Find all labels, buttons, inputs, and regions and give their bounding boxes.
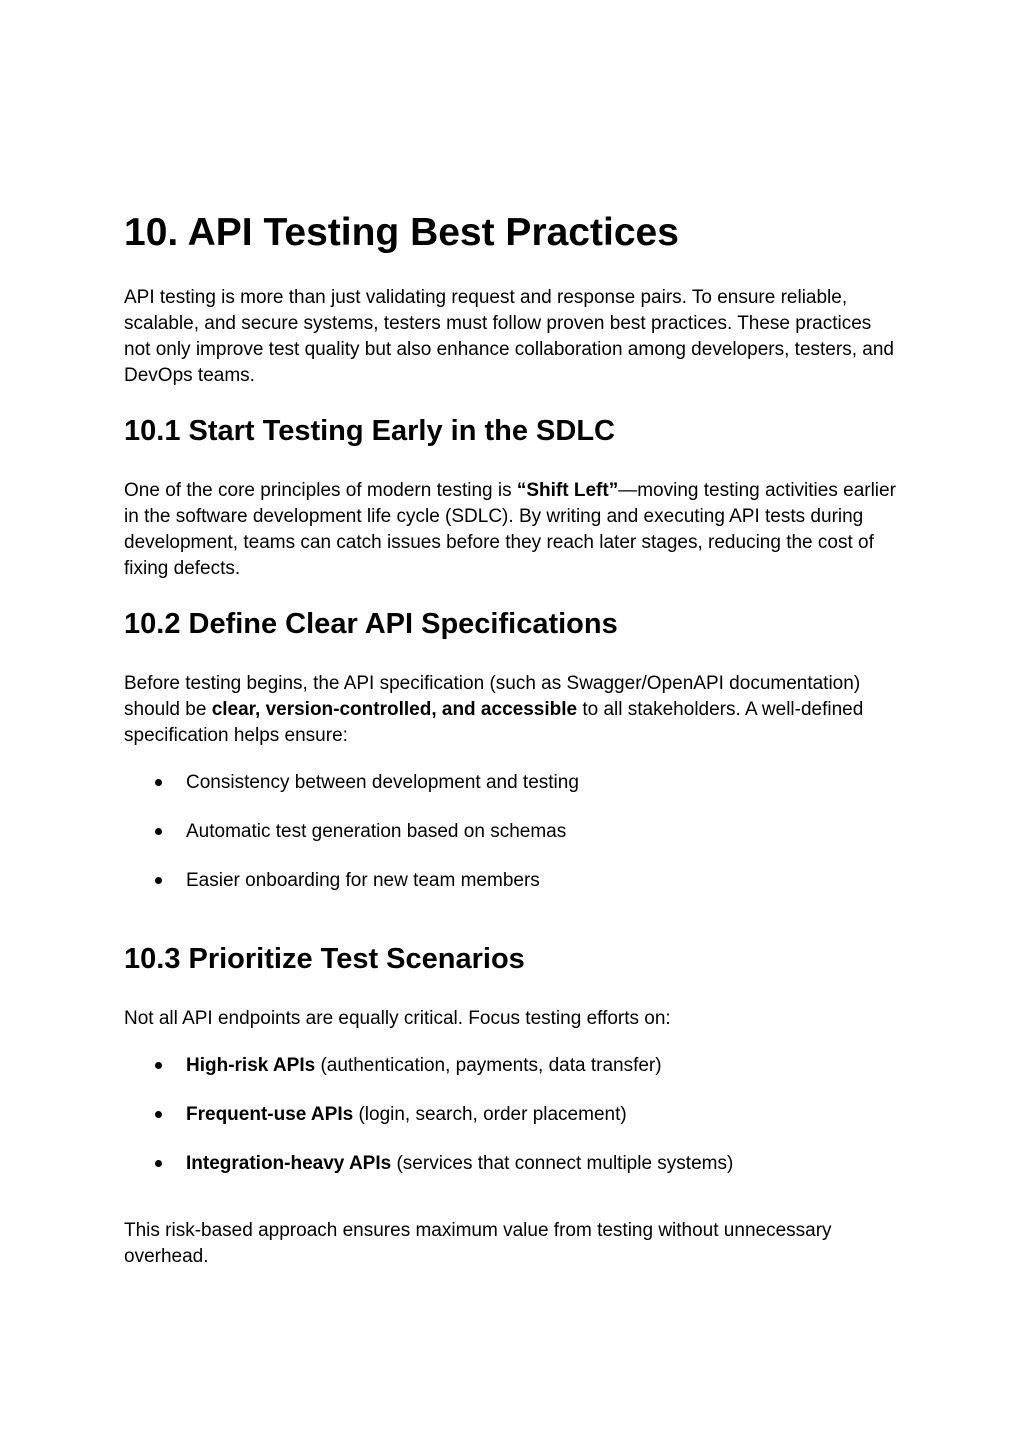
intro-paragraph: API testing is more than just validating request and response pairs. To ensure reliable, scalable, and secure systems, testers must follow proven best practices. These practices not only improve test quality but also enhance collaboration among developers, testers, and DevOps teams. (124, 287, 894, 386)
section-10-2-text-pre: Before testing begins, the API specification (such as Swagger/OpenAPI documentation) should be (124, 673, 861, 720)
section-10-2-text-post: to all stakeholders. A well-defined specification helps ensure: (124, 699, 864, 746)
section-10-2-paragraph (124, 671, 900, 749)
shift-left-bold-text: “Shift Left” (516, 480, 619, 501)
bullet-item (186, 819, 900, 845)
bullet-item (186, 1102, 900, 1128)
bullet-item (186, 1053, 900, 1079)
specification-bold-text: clear, version-controlled, and accessible (211, 699, 578, 720)
bullet-bold-lead: Integration-heavy APIs (186, 1153, 392, 1174)
bullet-bold-lead: Frequent-use APIs (186, 1104, 354, 1125)
section-10-1-text-post: —moving testing activities earlier in the software development life cycle (SDLC). By writing and executing API tests during development, teams can catch issues before they reach later stages, reducing the cost of fixing defects. (124, 480, 896, 579)
bullet-text: (authentication, payments, data transfer) (315, 1055, 662, 1076)
bullet-bold-lead: High-risk APIs (186, 1055, 316, 1076)
specification-benefits-list (124, 770, 900, 917)
section-10-1-text-pre: One of the core principles of modern testing is (124, 480, 517, 501)
section-10-1-paragraph (124, 478, 900, 582)
bullet-text: Automatic test generation based on schemas (186, 821, 567, 842)
closing-paragraph: This risk-based approach ensures maximum value from testing without unnecessary overhead. (124, 1220, 832, 1267)
bullet-item (186, 868, 900, 894)
section-10-3-paragraph: Not all API endpoints are equally critical. Focus testing efforts on: (124, 1008, 671, 1029)
section-heading-10-1: 10.1 Start Testing Early in the SDLC (124, 415, 615, 447)
section-heading-10-2: 10.2 Define Clear API Specifications (124, 608, 618, 640)
bullet-item (186, 1151, 900, 1177)
bullet-text: Easier onboarding for new team members (186, 870, 540, 891)
bullet-text: Consistency between development and testing (186, 772, 579, 793)
bullet-item (186, 770, 900, 796)
bullet-text: (services that connect multiple systems) (391, 1153, 734, 1174)
bullet-text: (login, search, order placement) (353, 1104, 627, 1125)
chapter-title: 10. API Testing Best Practices (124, 211, 679, 254)
priority-apis-list (124, 1053, 900, 1200)
section-heading-10-3: 10.3 Prioritize Test Scenarios (124, 943, 525, 975)
